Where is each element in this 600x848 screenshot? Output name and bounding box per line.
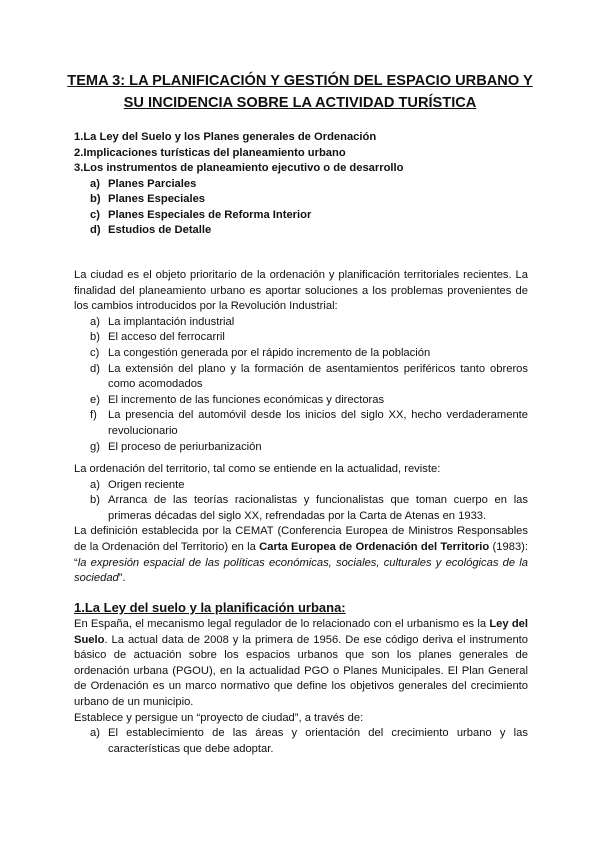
toc-item: 3.Los instrumentos de planeamiento ejecutivo o de desarrollo	[74, 162, 404, 174]
section-paragraph: En España, el mecanismo legal regulador de lo relacionado con el urbanismo es la Ley del Suelo. La actual data de 2008 y la primera de 1956. De ese código deriva el instrumento básico de actuación sobre los espacios urbanos que son los planes generales de ordenación urbana (PGOU), en la actualidad PGO o Planes Municipales. El Plan General de Ordenación es un marco normativo que define los objetivos generales del crecimiento urbano de un municipio.	[74, 618, 528, 708]
toc-item: 2.Implicaciones turísticas del planeamiento urbano	[74, 146, 346, 159]
list-item: a) Origen reciente	[90, 478, 185, 491]
list-item: e) El incremento de las funciones económicas y directoras	[90, 393, 385, 406]
title-line-2: SU INCIDENCIA SOBRE LA ACTIVIDAD TURÍSTICA	[123, 95, 477, 111]
list-item: f) La presencia del automóvil desde los inicios del siglo XX, hecho verdaderamente revolucionario	[90, 409, 528, 437]
intro-section	[74, 268, 528, 455]
list-item: a) El establecimiento de las áreas y orientación del crecimiento urbano y las características que debe adoptar.	[90, 727, 528, 755]
document-title	[60, 70, 540, 114]
territory-paragraph: La ordenación del territorio, tal como se entiende en la actualidad, reviste:	[74, 463, 441, 475]
cemat-definition: La definición establecida por la CEMAT (Conferencia Europea de Ministros Responsables de la Ordenación del Territorio) en la Carta Europea de Ordenación del Territorio (1983): “la expresión espacial de las políticas económicas, sociales, culturales y ecológicas de la sociedad”.	[74, 525, 529, 585]
territory-section	[74, 462, 528, 587]
list-item: b) Arranca de las teorías racionalistas y funcionalistas que toman cuerpo en las primeras décadas del siglo XX, refrendadas por la Carta de Atenas en 1933.	[90, 494, 528, 522]
toc-subitem: b) Planes Especiales	[90, 193, 206, 205]
section-paragraph: Establece y persigue un “proyecto de ciudad”, a través de:	[74, 711, 364, 724]
list-item: d) La extensión del plano y la formación de asentamientos periféricos tanto obreros como acomodados	[90, 362, 528, 391]
title-line-1: TEMA 3: LA PLANIFICACIÓN Y GESTIÓN DEL ESPACIO URBANO Y	[67, 73, 533, 89]
section-heading: 1.La Ley del suelo y la planificación urbana:	[74, 600, 346, 615]
toc-subitem: c) Planes Especiales de Reforma Interior	[90, 208, 312, 221]
toc-subitem: a) Planes Parciales	[90, 177, 197, 190]
table-of-contents	[74, 130, 534, 239]
list-item: g) El proceso de periurbanización	[90, 440, 262, 453]
list-item: a) La implantación industrial	[90, 315, 235, 328]
intro-paragraph: La ciudad es el objeto prioritario de la ordenación y planificación territoriales recientes. La finalidad del planeamiento urbano es aportar soluciones a los problemas provenientes de los cambios introducidos por la Revolución Industrial:	[74, 269, 528, 313]
list-item: b) El acceso del ferrocarril	[90, 331, 225, 344]
section-1-body	[74, 617, 528, 757]
toc-item: 1.La Ley del Suelo y los Planes generales de Ordenación	[74, 131, 377, 143]
list-item: c) La congestión generada por el rápido incremento de la población	[90, 346, 431, 359]
toc-subitem: d) Estudios de Detalle	[90, 224, 212, 236]
